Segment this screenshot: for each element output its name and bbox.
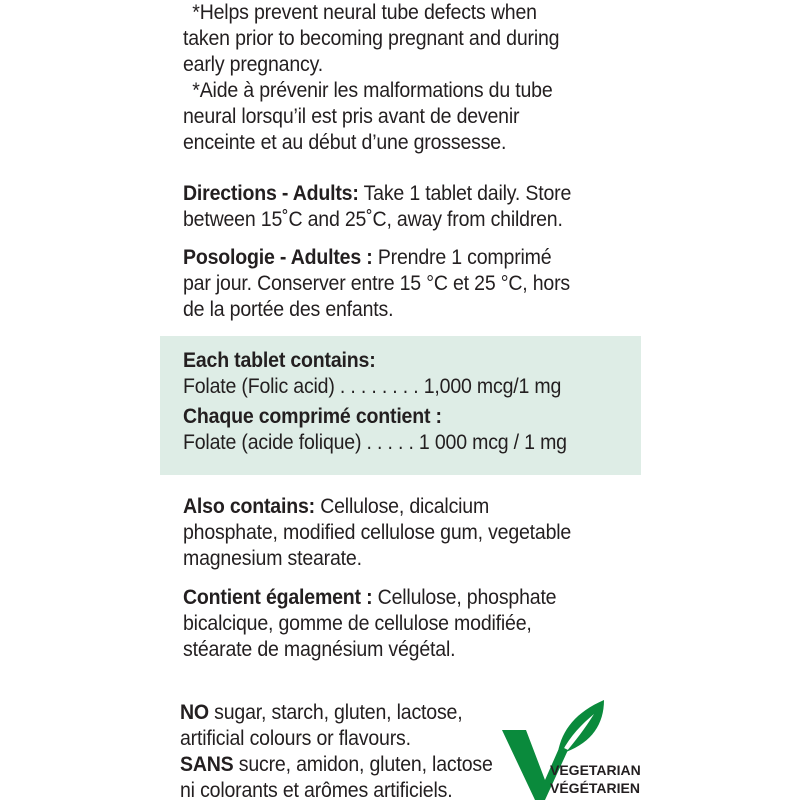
contient-line-1 — [183, 585, 611, 611]
ingredients-en-heading: Each tablet contains: — [183, 349, 376, 372]
contient-section — [183, 585, 643, 663]
posologie-text: Prendre 1 comprimé — [372, 246, 552, 269]
vegetarian-logo-text-en: VEGETARIAN — [550, 762, 641, 778]
posologie-section — [183, 245, 643, 323]
also-contains-label: Also contains: — [183, 495, 315, 518]
warning-fr-line-3: enceinte et au début d’une grossesse. — [183, 131, 507, 154]
sans-label: SANS — [180, 753, 234, 776]
contient-text: Cellulose, phosphate — [372, 586, 557, 609]
warning-en-line-2: taken prior to becoming pregnant and during — [183, 27, 560, 50]
posologie-label: Posologie - Adultes : — [183, 246, 373, 269]
free-from-en-line-1 — [180, 700, 487, 726]
warning-en-line-3: early pregnancy. — [183, 53, 323, 76]
free-from-fr-line-1 — [180, 752, 493, 778]
free-from-fr-line-2: ni colorants et arômes artificiels. — [180, 779, 453, 802]
directions-section — [183, 181, 643, 233]
sans-text: sucre, amidon, gluten, lactose — [233, 753, 493, 776]
free-from-section — [180, 700, 510, 804]
directions-line-2: between 15˚C and 25˚C, away from children. — [183, 208, 563, 231]
also-contains-line-1 — [183, 494, 611, 520]
contient-label: Contient également : — [183, 586, 373, 609]
no-label: NO — [180, 701, 209, 724]
free-from-en-line-2: artificial colours or flavours. — [180, 727, 411, 750]
vegetarian-logo — [500, 694, 650, 800]
warning-section — [183, 0, 643, 156]
also-contains-section — [183, 494, 643, 572]
ingredients-en-item: Folate (Folic acid) . . . . . . . . 1,000 mcg/1 mg — [183, 375, 562, 398]
directions-label: Directions - Adults: — [183, 182, 359, 205]
directions-line-1 — [183, 181, 611, 207]
warning-en-line-1: *Helps prevent neural tube defects when — [192, 1, 537, 24]
posologie-line-3: de la portée des enfants. — [183, 298, 394, 321]
directions-text: Take 1 tablet daily. Store — [358, 182, 572, 205]
warning-fr-line-1: *Aide à prévenir les malformations du tube — [192, 79, 553, 102]
vegetarian-logo-text-fr: VÉGÉTARIEN — [550, 780, 640, 796]
ingredients-fr-heading: Chaque comprimé contient : — [183, 405, 442, 428]
medicinal-ingredients — [183, 348, 643, 456]
contient-line-3: stéarate de magnésium végétal. — [183, 638, 456, 661]
also-contains-line-3: magnesium stearate. — [183, 547, 362, 570]
contient-line-2: bicalcique, gomme de cellulose modifiée, — [183, 612, 532, 635]
posologie-line-2: par jour. Conserver entre 15 °C et 25 °C, hors — [183, 272, 571, 295]
posologie-line-1 — [183, 245, 611, 271]
ingredients-fr-item: Folate (acide folique) . . . . . 1 000 mcg / 1 mg — [183, 431, 567, 454]
also-contains-line-2: phosphate, modified cellulose gum, vegetable — [183, 521, 572, 544]
no-text: sugar, starch, gluten, lactose, — [208, 701, 463, 724]
also-contains-text: Cellulose, dicalcium — [314, 495, 490, 518]
warning-fr-line-2: neural lorsqu’il est pris avant de devenir — [183, 105, 520, 128]
